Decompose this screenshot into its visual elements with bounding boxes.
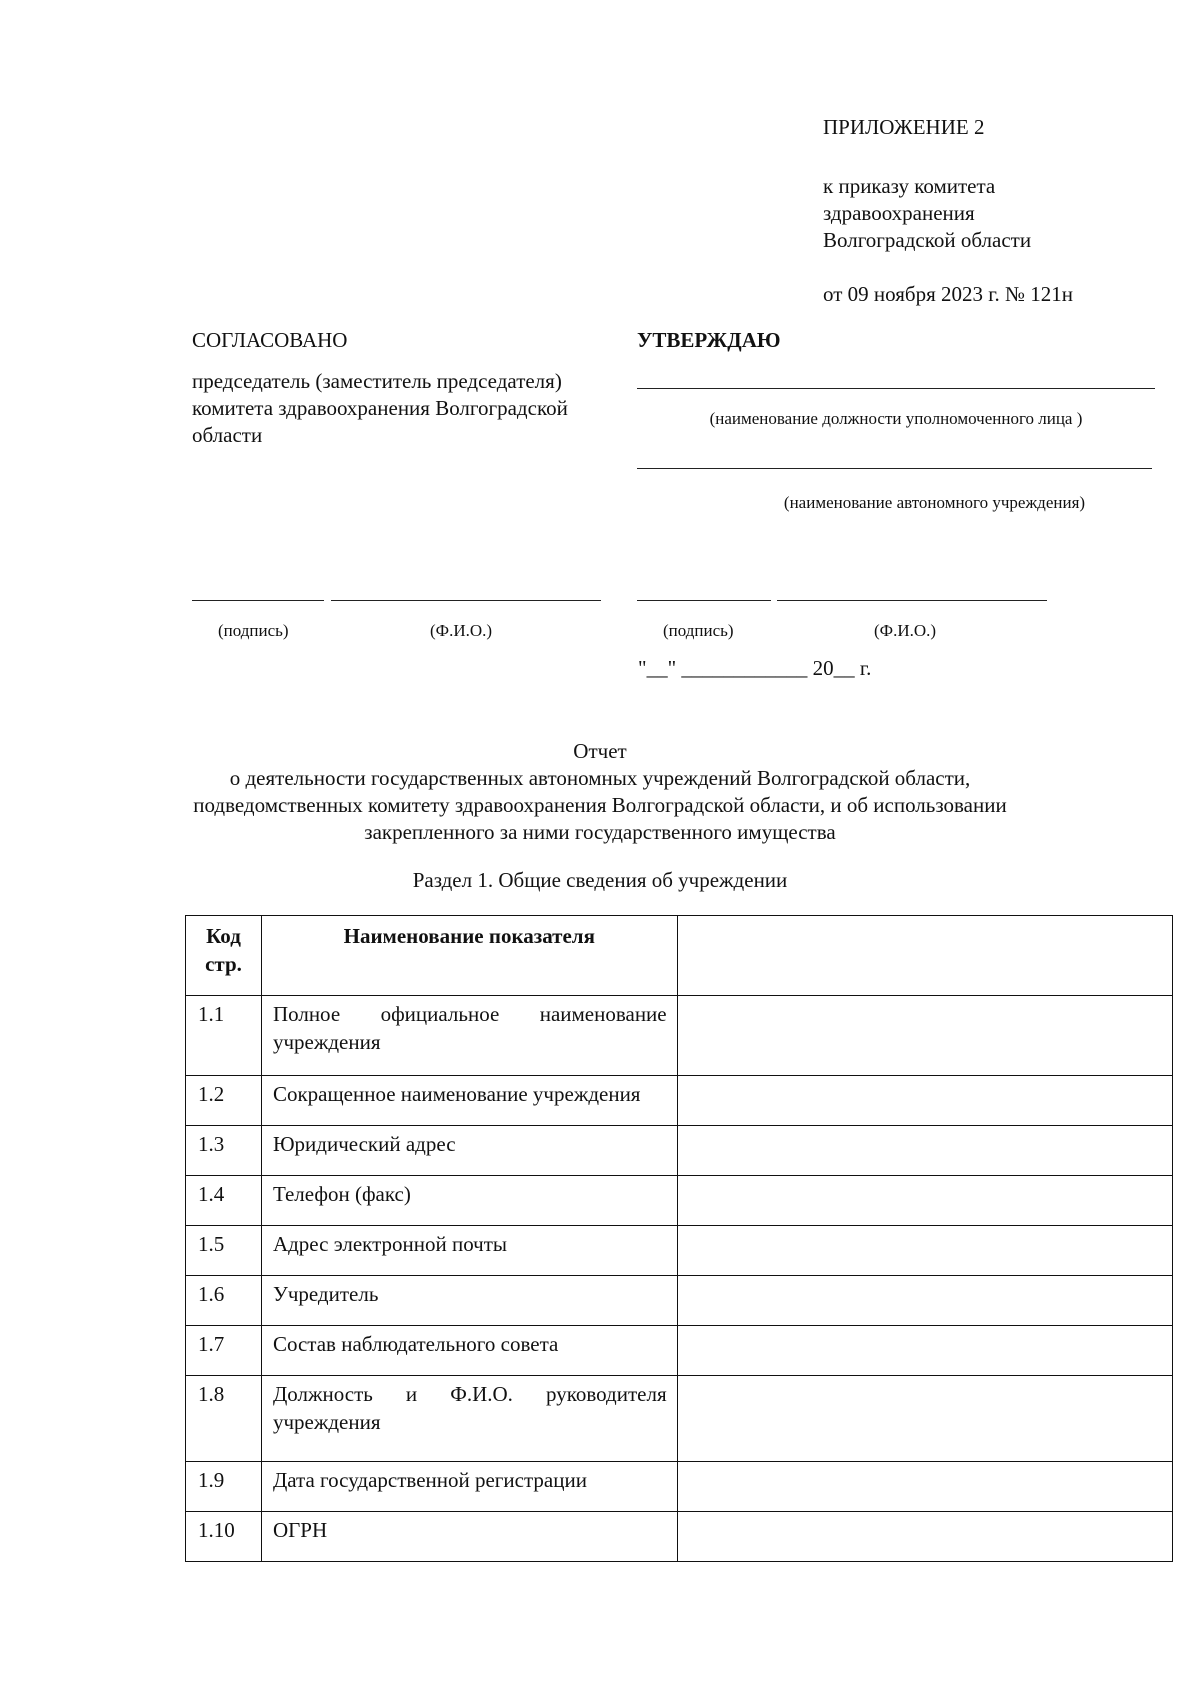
report-line-1: о деятельности государственных автономных учреждений Волгоградской области, <box>229 766 971 790</box>
appendix-order-line-3: Волгоградской области <box>823 228 1032 252</box>
row-code: 1.1 <box>186 996 262 1076</box>
row-name: Учредитель <box>261 1276 677 1326</box>
agreed-signature-caption: (подпись) <box>218 621 289 640</box>
agreed-name-line <box>331 600 601 601</box>
row-code: 1.3 <box>186 1126 262 1176</box>
row-code: 1.7 <box>186 1326 262 1376</box>
row-value[interactable] <box>677 1276 1172 1326</box>
approve-signature-caption: (подпись) <box>663 621 734 640</box>
report-heading <box>0 738 1200 846</box>
row-code: 1.8 <box>186 1376 262 1462</box>
table-header-row <box>186 916 1173 996</box>
row-name: Должность и Ф.И.О. руководителя учреждения <box>261 1376 677 1462</box>
row-name: Телефон (факс) <box>261 1176 677 1226</box>
header-name: Наименование показателя <box>261 916 677 996</box>
row-name: Адрес электронной почты <box>261 1226 677 1276</box>
table-row <box>186 1226 1173 1276</box>
row-value[interactable] <box>677 996 1172 1076</box>
institution-line <box>637 468 1152 469</box>
row-value[interactable] <box>677 1326 1172 1376</box>
agreed-text-line-3: области <box>192 423 263 447</box>
agreed-signature-line <box>192 600 324 601</box>
approve-title: УТВЕРЖДАЮ <box>637 328 781 352</box>
table-row <box>186 1462 1173 1512</box>
row-value[interactable] <box>677 1512 1172 1562</box>
approve-date-template: "__" ____________ 20__ г. <box>638 656 872 680</box>
row-name: Состав наблюдательного совета <box>261 1326 677 1376</box>
row-name: ОГРН <box>261 1512 677 1562</box>
row-value[interactable] <box>677 1126 1172 1176</box>
institution-caption: (наименование автономного учреждения) <box>783 493 1086 512</box>
row-code: 1.9 <box>186 1462 262 1512</box>
position-signature-line <box>637 388 1155 389</box>
row-value[interactable] <box>677 1226 1172 1276</box>
table-row <box>186 1076 1173 1126</box>
header-code: Код стр. <box>186 916 262 996</box>
row-code: 1.4 <box>186 1176 262 1226</box>
table-row <box>186 1512 1173 1562</box>
row-value[interactable] <box>677 1076 1172 1126</box>
row-code: 1.5 <box>186 1226 262 1276</box>
report-line-2: подведомственных комитету здравоохранения Волгоградской области, и об использовании <box>193 793 1007 817</box>
table-row <box>186 1176 1173 1226</box>
table-row <box>186 1376 1173 1462</box>
agreed-text-line-1: председатель (заместитель председателя) <box>192 369 562 393</box>
report-title: Отчет <box>573 739 627 763</box>
report-line-3: закрепленного за ними государственного имущества <box>364 820 836 844</box>
row-value[interactable] <box>677 1376 1172 1462</box>
agreed-text-line-2: комитета здравоохранения Волгоградской <box>192 396 568 420</box>
approve-signature-line <box>637 600 771 601</box>
position-caption: (наименование должности уполномоченного лица ) <box>709 409 1083 428</box>
table-row <box>186 1126 1173 1176</box>
appendix-order-line-2: здравоохранения <box>823 201 975 225</box>
section-title: Раздел 1. Общие сведения об учреждении <box>412 868 788 892</box>
row-value[interactable] <box>677 1176 1172 1226</box>
row-name: Юридический адрес <box>261 1126 677 1176</box>
approve-name-caption: (Ф.И.О.) <box>874 621 937 640</box>
row-code: 1.6 <box>186 1276 262 1326</box>
approve-name-line <box>777 600 1047 601</box>
row-name: Сокращенное наименование учреждения <box>261 1076 677 1126</box>
table-row <box>186 996 1173 1076</box>
row-code: 1.10 <box>186 1512 262 1562</box>
agreed-name-caption: (Ф.И.О.) <box>430 621 493 640</box>
table-row <box>186 1276 1173 1326</box>
row-name: Полное официальное наименование учреждения <box>261 996 677 1076</box>
row-code: 1.2 <box>186 1076 262 1126</box>
appendix-order-line-1: к приказу комитета <box>823 174 996 198</box>
header-value <box>677 916 1172 996</box>
general-info-table <box>185 915 1173 1562</box>
row-name: Дата государственной регистрации <box>261 1462 677 1512</box>
appendix-title: ПРИЛОЖЕНИЕ 2 <box>823 115 985 139</box>
agreed-title: СОГЛАСОВАНО <box>192 328 348 352</box>
appendix-date-line: от 09 ноября 2023 г. № 121н <box>823 282 1074 306</box>
row-value[interactable] <box>677 1462 1172 1512</box>
table-row <box>186 1326 1173 1376</box>
